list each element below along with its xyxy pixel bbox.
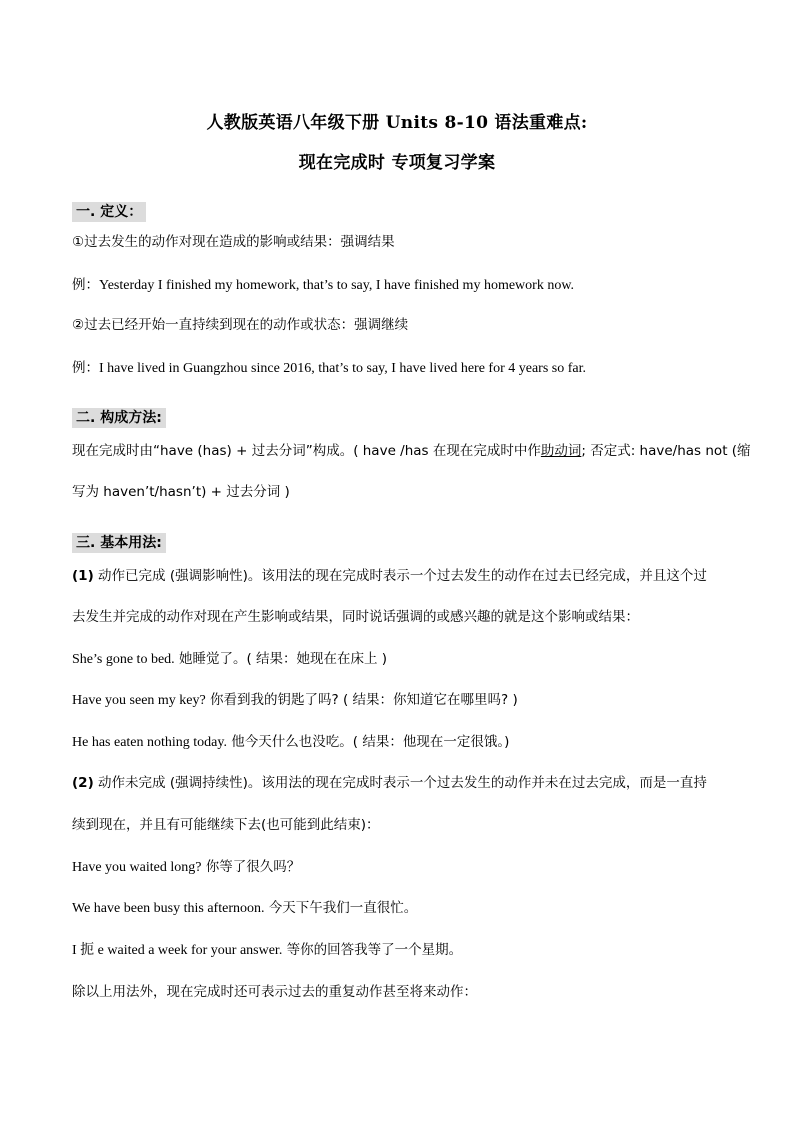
example-chinese: 等你的回答我等了一个星期。 [282, 942, 463, 958]
example-been-busy [72, 898, 732, 919]
example-label: 例： [72, 277, 99, 293]
section-heading-usage: 三. 基本用法: [72, 533, 166, 553]
example-chinese: 他今天什么也没吃。( 结果：他现在一定很饿。) [227, 734, 510, 750]
formation-text-a: 现在完成时由“have (has) + 过去分词”构成。( have /has 在现在完成时中作 [72, 443, 541, 459]
example-waited-week [72, 940, 732, 961]
example-label: 例： [72, 360, 99, 376]
title-line-1: 人教版英语八年级下册 Units 8-10 语法重难点: [206, 113, 588, 133]
example-1 [72, 275, 732, 296]
section-heading-formation: 二. 构成方法: [72, 408, 166, 428]
closing-note: 除以上用法外，现在完成时还可表示过去的重复动作甚至将来动作： [72, 984, 477, 1000]
section-heading-definition: 一. 定义： [72, 202, 146, 222]
formation-line-1 [72, 441, 751, 461]
example-english: Have you seen my key? [72, 693, 206, 708]
example-english-rest: e waited a week for your answer. [94, 943, 283, 958]
example-english: We have been busy this afternoon. [72, 901, 265, 916]
example-english-start: I 扼 [72, 943, 95, 958]
usage-number: (1) [72, 568, 94, 584]
example-2 [72, 358, 732, 379]
usage-2-line-1 [72, 773, 732, 793]
example-text: I have lived in Guangzhou since 2016, that’s to say, I have lived here for 4 years so far. [99, 361, 586, 376]
formation-text-b: ; 否定式: have/has not (缩 [581, 443, 751, 459]
example-she-gone [72, 649, 732, 670]
formation-line-2: 写为 haven’t/hasn’t) + 过去分词 ) [72, 484, 290, 500]
definition-2: ②过去已经开始一直持续到现在的动作或状态：强调继续 [72, 317, 409, 333]
example-chinese: 你看到我的钥匙了吗? ( 结果：你知道它在哪里吗? ) [205, 692, 518, 708]
example-chinese: 她睡觉了。( 结果：她现在在床上 ) [174, 651, 388, 667]
auxiliary-verb-underlined: 助动词 [540, 443, 582, 459]
usage-text: 动作已完成 (强调影响性)。该用法的现在完成时表示一个过去发生的动作在过去已经完成，并且这个过 [93, 568, 707, 584]
usage-1-line-2: 去发生并完成的动作对现在产生影响或结果，同时说话强调的或感兴趣的就是这个影响或结果： [72, 609, 639, 625]
example-eaten-nothing [72, 732, 732, 753]
example-chinese: 你等了很久吗？ [201, 859, 301, 875]
title-line-2: 现在完成时 专项复习学案 [298, 153, 496, 173]
usage-1-line-1 [72, 566, 732, 586]
definition-1: ①过去发生的动作对现在造成的影响或结果：强调结果 [72, 234, 395, 250]
example-chinese: 今天下午我们一直很忙。 [264, 900, 418, 916]
example-english: Have you waited long? [72, 860, 202, 875]
example-english: She’s gone to bed. [72, 652, 175, 667]
usage-number: (2) [72, 775, 94, 791]
example-seen-key [72, 690, 732, 711]
example-text: Yesterday I finished my homework, that’s to say, I have finished my homework now. [99, 278, 575, 293]
usage-2-line-2: 续到现在，并且有可能继续下去(也可能到此结束)： [72, 817, 380, 833]
example-waited-long [72, 857, 732, 878]
example-english: He has eaten nothing today. [72, 735, 227, 750]
usage-text: 动作未完成 (强调持续性)。该用法的现在完成时表示一个过去发生的动作并未在过去完成，而是一直持 [93, 775, 707, 791]
